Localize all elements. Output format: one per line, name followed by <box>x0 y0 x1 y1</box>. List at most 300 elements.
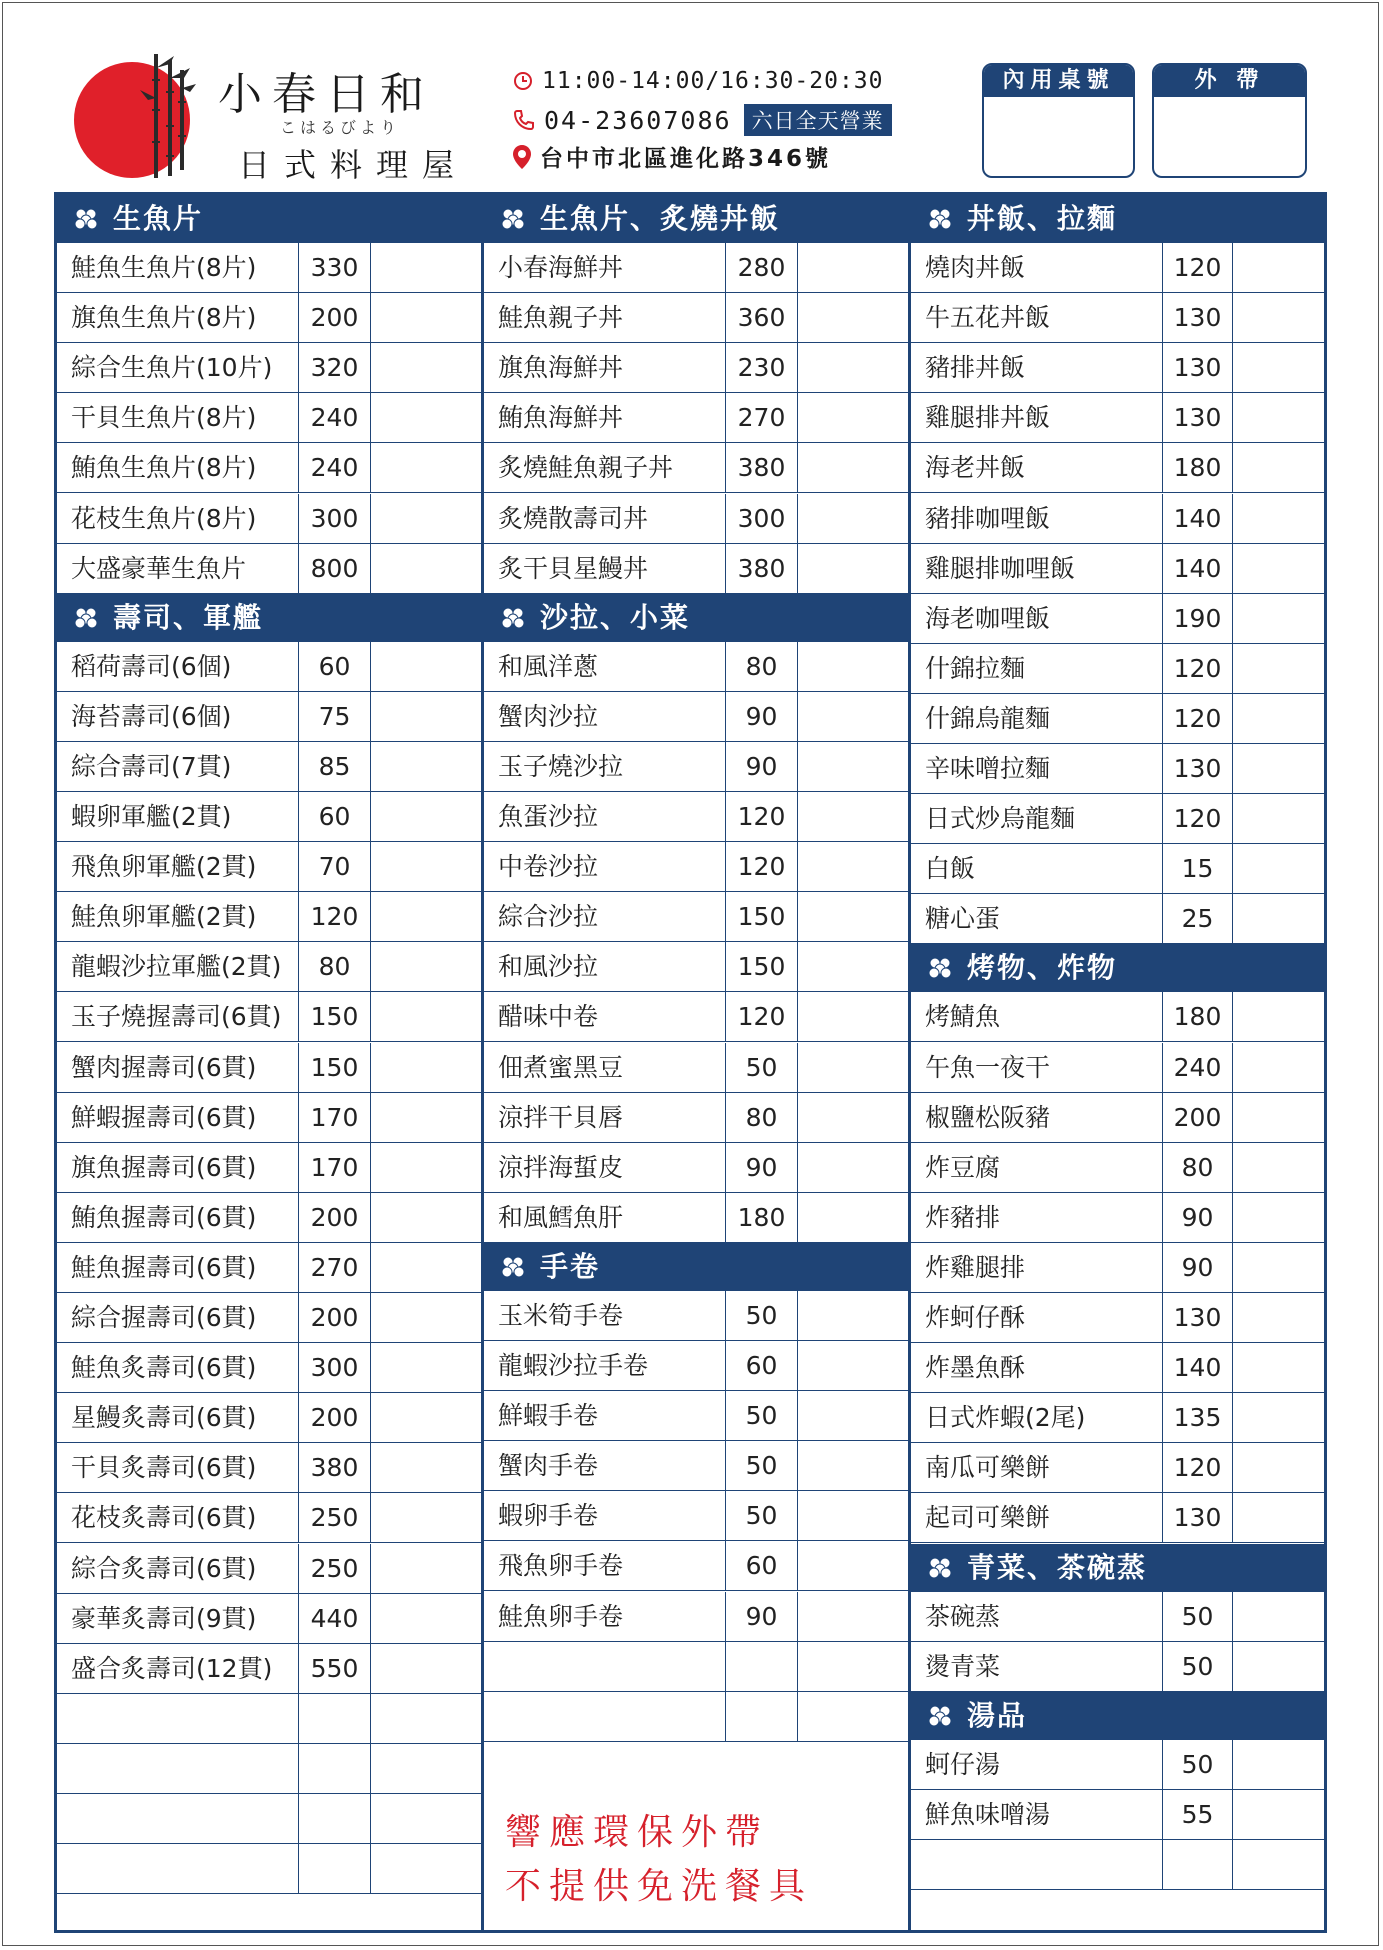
menu-item-row <box>911 794 1324 844</box>
quantity-cell[interactable] <box>371 393 481 443</box>
menu-item-price: 200 <box>299 1193 371 1243</box>
menu-item-price: 120 <box>299 892 371 942</box>
menu-item-name: 和風鱈魚肝 <box>484 1193 726 1243</box>
menu-item-name: 涼拌海蜇皮 <box>484 1143 726 1193</box>
section-title: 沙拉、小菜 <box>540 600 691 634</box>
menu-item-name: 飛魚卵軍艦(2貫) <box>57 842 299 892</box>
section-title: 手卷 <box>540 1249 601 1283</box>
quantity-cell[interactable] <box>371 1844 481 1894</box>
menu-item-row <box>484 1193 908 1243</box>
menu-item-row <box>57 1043 481 1093</box>
quantity-cell[interactable] <box>798 1592 908 1642</box>
flower-icon <box>71 204 101 234</box>
menu-item-price: 200 <box>1163 1093 1233 1143</box>
quantity-cell[interactable] <box>798 892 908 942</box>
menu-item-row <box>57 1293 481 1343</box>
quantity-cell[interactable] <box>1233 1143 1324 1193</box>
menu-item-name: 龍蝦沙拉軍艦(2貫) <box>57 942 299 992</box>
menu-item-row <box>57 1794 481 1844</box>
quantity-cell[interactable] <box>798 1291 908 1341</box>
quantity-cell[interactable] <box>798 1341 908 1391</box>
menu-item-row <box>484 1341 908 1391</box>
menu-item-price: 70 <box>299 842 371 892</box>
menu-item-name <box>57 1794 299 1844</box>
menu-item-price: 170 <box>299 1143 371 1193</box>
menu-item-price: 550 <box>299 1644 371 1694</box>
location-pin-icon <box>512 144 532 170</box>
quantity-cell[interactable] <box>371 293 481 343</box>
quantity-cell[interactable] <box>371 1544 481 1594</box>
menu-item-name: 花枝生魚片(8片) <box>57 494 299 544</box>
menu-item-price: 80 <box>299 942 371 992</box>
section-title: 生魚片 <box>113 202 204 235</box>
quantity-cell[interactable] <box>371 1143 481 1193</box>
quantity-cell[interactable] <box>1233 1243 1324 1293</box>
quantity-cell[interactable] <box>371 1293 481 1343</box>
section-header <box>484 1243 908 1291</box>
menu-item-name: 小春海鮮丼 <box>484 243 726 293</box>
menu-item-price: 25 <box>1163 894 1233 944</box>
menu-item-price: 380 <box>299 1443 371 1493</box>
quantity-cell[interactable] <box>1233 1840 1324 1890</box>
quantity-cell[interactable] <box>371 343 481 393</box>
menu-item-row <box>484 692 908 742</box>
menu-item-price: 50 <box>726 1291 798 1341</box>
menu-grid <box>54 192 1327 1933</box>
quantity-cell[interactable] <box>798 742 908 792</box>
menu-item-name: 大盛豪華生魚片 <box>57 544 299 594</box>
quantity-cell[interactable] <box>798 1391 908 1441</box>
menu-item-row <box>911 544 1324 594</box>
quantity-cell[interactable] <box>371 692 481 742</box>
menu-item-name: 稻荷壽司(6個) <box>57 642 299 692</box>
menu-item-row <box>911 1592 1324 1642</box>
quantity-cell[interactable] <box>1233 393 1324 443</box>
menu-item-row <box>57 1644 481 1694</box>
menu-item-price: 280 <box>726 243 798 293</box>
quantity-cell[interactable] <box>371 1493 481 1543</box>
menu-item-name: 起司可樂餅 <box>911 1493 1163 1543</box>
menu-item-price: 180 <box>1163 443 1233 493</box>
quantity-cell[interactable] <box>1233 1740 1324 1790</box>
menu-item-row <box>911 594 1324 644</box>
quantity-cell[interactable] <box>1233 343 1324 393</box>
menu-item-name: 涼拌干貝唇 <box>484 1093 726 1143</box>
menu-item-name: 中卷沙拉 <box>484 842 726 892</box>
menu-item-price: 90 <box>1163 1243 1233 1293</box>
menu-item-row <box>57 992 481 1042</box>
section-header <box>911 1544 1324 1592</box>
quantity-cell[interactable] <box>371 1644 481 1694</box>
menu-item-name: 豬排丼飯 <box>911 343 1163 393</box>
menu-item-price: 50 <box>726 1491 798 1541</box>
menu-item-row <box>484 642 908 692</box>
menu-item-price: 120 <box>1163 1443 1233 1493</box>
menu-item-row <box>911 1393 1324 1443</box>
quantity-cell[interactable] <box>798 544 908 594</box>
menu-item-row <box>911 1642 1324 1692</box>
menu-item-name <box>484 1642 726 1692</box>
menu-item-name: 花枝炙壽司(6貫) <box>57 1493 299 1543</box>
eco-notice <box>505 1806 813 1914</box>
dine-in-label: 內用桌號 <box>984 65 1133 97</box>
quantity-cell[interactable] <box>798 1193 908 1243</box>
quantity-cell[interactable] <box>1233 1193 1324 1243</box>
quantity-cell[interactable] <box>1233 744 1324 794</box>
menu-item-price: 75 <box>299 692 371 742</box>
menu-item-row <box>484 1692 908 1742</box>
quantity-cell[interactable] <box>1233 844 1324 894</box>
menu-item-name <box>57 1694 299 1744</box>
menu-item-price: 270 <box>299 1243 371 1293</box>
quantity-cell[interactable] <box>1233 992 1324 1042</box>
menu-item-row <box>911 744 1324 794</box>
menu-item-name: 海老丼飯 <box>911 443 1163 493</box>
menu-item-price: 50 <box>1163 1592 1233 1642</box>
menu-item-name: 鮭魚生魚片(8片) <box>57 243 299 293</box>
quantity-cell[interactable] <box>371 494 481 544</box>
dine-in-table-box[interactable] <box>982 63 1135 178</box>
menu-item-row <box>484 992 908 1042</box>
menu-item-price: 80 <box>1163 1143 1233 1193</box>
menu-item-name: 玉子燒握壽司(6貫) <box>57 992 299 1042</box>
menu-item-price: 300 <box>299 1343 371 1393</box>
menu-item-row <box>484 1391 908 1441</box>
quantity-cell[interactable] <box>798 1143 908 1193</box>
menu-item-row <box>57 742 481 792</box>
quantity-cell[interactable] <box>371 892 481 942</box>
menu-item-price <box>299 1794 371 1844</box>
quantity-cell[interactable] <box>1233 494 1324 544</box>
menu-item-price: 120 <box>1163 794 1233 844</box>
menu-item-name: 蟹肉沙拉 <box>484 692 726 742</box>
menu-item-row <box>57 544 481 594</box>
quantity-cell[interactable] <box>371 1393 481 1443</box>
section-header <box>484 594 908 642</box>
menu-item-row <box>911 1343 1324 1393</box>
quantity-cell[interactable] <box>798 443 908 493</box>
quantity-cell[interactable] <box>798 1692 908 1742</box>
quantity-cell[interactable] <box>371 243 481 293</box>
section-header <box>911 195 1324 243</box>
quantity-cell[interactable] <box>798 792 908 842</box>
menu-item-name: 海老咖哩飯 <box>911 594 1163 644</box>
eco-notice-line-2: 不提供免洗餐具 <box>505 1866 814 1907</box>
menu-item-price <box>299 1844 371 1894</box>
menu-item-name: 什錦烏龍麵 <box>911 694 1163 744</box>
menu-item-name: 海苔壽司(6個) <box>57 692 299 742</box>
quantity-cell[interactable] <box>371 544 481 594</box>
menu-item-price: 170 <box>299 1093 371 1143</box>
menu-item-price: 60 <box>726 1541 798 1591</box>
menu-item-name <box>484 1692 726 1742</box>
menu-item-name: 日式炒烏龍麵 <box>911 794 1163 844</box>
menu-item-price: 190 <box>1163 594 1233 644</box>
menu-item-name: 玉子燒沙拉 <box>484 742 726 792</box>
open-all-day-badge: 六日全天營業 <box>744 104 892 136</box>
menu-item-price: 90 <box>726 742 798 792</box>
menu-item-name: 鮪魚握壽司(6貫) <box>57 1193 299 1243</box>
menu-item-name: 鮮魚味噌湯 <box>911 1790 1163 1840</box>
section-title: 烤物、炸物 <box>967 951 1118 985</box>
quantity-cell[interactable] <box>371 842 481 892</box>
flower-icon <box>925 1553 955 1583</box>
menu-item-price: 240 <box>1163 1043 1233 1093</box>
quantity-cell[interactable] <box>1233 1393 1324 1443</box>
quantity-cell[interactable] <box>371 742 481 792</box>
menu-item-price: 140 <box>1163 494 1233 544</box>
menu-item-row <box>911 844 1324 894</box>
menu-item-price: 90 <box>726 692 798 742</box>
quantity-cell[interactable] <box>1233 443 1324 493</box>
menu-item-price <box>726 1692 798 1742</box>
menu-item-price: 140 <box>1163 1343 1233 1393</box>
quantity-cell[interactable] <box>1233 1093 1324 1143</box>
menu-item-row <box>911 1043 1324 1093</box>
quantity-cell[interactable] <box>371 1443 481 1493</box>
quantity-cell[interactable] <box>371 1794 481 1844</box>
menu-item-price: 120 <box>1163 644 1233 694</box>
takeout-box[interactable] <box>1152 63 1307 178</box>
flower-icon <box>498 1252 528 1282</box>
menu-item-price: 50 <box>726 1043 798 1093</box>
menu-item-row <box>484 1491 908 1541</box>
flower-icon <box>925 1701 955 1731</box>
menu-item-price: 230 <box>726 343 798 393</box>
menu-item-price: 250 <box>299 1544 371 1594</box>
menu-item-price: 240 <box>299 443 371 493</box>
quantity-cell[interactable] <box>371 1193 481 1243</box>
menu-item-row <box>911 1493 1324 1543</box>
quantity-cell[interactable] <box>1233 1642 1324 1692</box>
menu-item-price: 440 <box>299 1594 371 1644</box>
menu-item-name: 干貝生魚片(8片) <box>57 393 299 443</box>
quantity-cell[interactable] <box>798 992 908 1042</box>
menu-item-row <box>484 293 908 343</box>
menu-item-price: 85 <box>299 742 371 792</box>
quantity-cell[interactable] <box>371 642 481 692</box>
menu-item-row <box>57 1744 481 1794</box>
menu-item-name: 佃煮蜜黑豆 <box>484 1043 726 1093</box>
menu-item-name <box>57 1744 299 1794</box>
menu-item-name: 茶碗蒸 <box>911 1592 1163 1642</box>
menu-item-price: 180 <box>726 1193 798 1243</box>
menu-item-price: 320 <box>299 343 371 393</box>
menu-item-row <box>57 642 481 692</box>
menu-item-name: 飛魚卵手卷 <box>484 1541 726 1591</box>
quantity-cell[interactable] <box>1233 1443 1324 1493</box>
quantity-cell[interactable] <box>798 1043 908 1093</box>
menu-item-row <box>484 1642 908 1692</box>
quantity-cell[interactable] <box>798 393 908 443</box>
menu-item-row <box>57 243 481 293</box>
opening-hours: 11:00-14:00/16:30-20:30 <box>542 68 884 94</box>
menu-item-price: 15 <box>1163 844 1233 894</box>
menu-item-row <box>57 892 481 942</box>
quantity-cell[interactable] <box>1233 1043 1324 1093</box>
menu-item-row <box>57 393 481 443</box>
menu-item-price: 800 <box>299 544 371 594</box>
menu-item-name: 雞腿排丼飯 <box>911 393 1163 443</box>
menu-item-name: 炸墨魚酥 <box>911 1343 1163 1393</box>
menu-item-row <box>484 1291 908 1341</box>
quantity-cell[interactable] <box>371 942 481 992</box>
menu-item-row <box>484 1441 908 1491</box>
menu-item-row <box>484 792 908 842</box>
quantity-cell[interactable] <box>798 1541 908 1591</box>
menu-item-row <box>484 1043 908 1093</box>
menu-item-price: 300 <box>726 494 798 544</box>
menu-item-price: 80 <box>726 1093 798 1143</box>
menu-item-row <box>484 1541 908 1591</box>
menu-item-name: 蟹肉手卷 <box>484 1441 726 1491</box>
quantity-cell[interactable] <box>371 1093 481 1143</box>
menu-item-name: 魚蛋沙拉 <box>484 792 726 842</box>
quantity-cell[interactable] <box>371 1043 481 1093</box>
quantity-cell[interactable] <box>798 1441 908 1491</box>
menu-item-row <box>911 1840 1324 1890</box>
menu-item-row <box>57 792 481 842</box>
eco-notice-line-1: 響應環保外帶 <box>505 1812 770 1853</box>
menu-item-name: 旗魚握壽司(6貫) <box>57 1143 299 1193</box>
menu-item-name: 蝦卵軍艦(2貫) <box>57 792 299 842</box>
quantity-cell[interactable] <box>371 992 481 1042</box>
column-divider <box>481 195 484 1930</box>
address: 台中市北區進化路346號 <box>540 146 832 172</box>
quantity-cell[interactable] <box>1233 293 1324 343</box>
quantity-cell[interactable] <box>798 243 908 293</box>
menu-item-row <box>57 1193 481 1243</box>
section-title: 壽司、軍艦 <box>113 600 264 634</box>
menu-item-price: 120 <box>1163 243 1233 293</box>
flower-icon <box>498 204 528 234</box>
menu-item-price: 50 <box>726 1441 798 1491</box>
section-title: 青菜、茶碗蒸 <box>967 1550 1148 1584</box>
menu-item-name: 鮭魚炙壽司(6貫) <box>57 1343 299 1393</box>
quantity-cell[interactable] <box>1233 694 1324 744</box>
quantity-cell[interactable] <box>371 443 481 493</box>
quantity-cell[interactable] <box>798 343 908 393</box>
menu-item-row <box>57 1544 481 1594</box>
quantity-cell[interactable] <box>371 1694 481 1744</box>
menu-item-row <box>484 494 908 544</box>
quantity-cell[interactable] <box>1233 794 1324 844</box>
section-title: 湯品 <box>967 1698 1028 1732</box>
flower-icon <box>925 204 955 234</box>
menu-item-row <box>484 842 908 892</box>
menu-item-row <box>911 992 1324 1042</box>
menu-item-row <box>911 293 1324 343</box>
menu-item-price: 250 <box>299 1493 371 1543</box>
menu-item-name: 牛五花丼飯 <box>911 293 1163 343</box>
quantity-cell[interactable] <box>371 1594 481 1644</box>
menu-item-price: 130 <box>1163 393 1233 443</box>
menu-item-name: 蝦卵手卷 <box>484 1491 726 1541</box>
menu-item-name: 鮮蝦握壽司(6貫) <box>57 1093 299 1143</box>
quantity-cell[interactable] <box>798 1642 908 1692</box>
quantity-cell[interactable] <box>1233 544 1324 594</box>
quantity-cell[interactable] <box>1233 1592 1324 1642</box>
menu-item-row <box>57 1243 481 1293</box>
menu-item-row <box>911 1193 1324 1243</box>
menu-item-name: 燒肉丼飯 <box>911 243 1163 293</box>
menu-item-row <box>911 443 1324 493</box>
menu-item-price: 150 <box>726 892 798 942</box>
menu-item-row <box>911 494 1324 544</box>
section-header <box>911 1692 1324 1740</box>
menu-item-row <box>911 243 1324 293</box>
quantity-cell[interactable] <box>1233 1493 1324 1543</box>
quantity-cell[interactable] <box>1233 894 1324 944</box>
section-header <box>484 195 908 243</box>
menu-item-price: 120 <box>1163 694 1233 744</box>
menu-item-name <box>57 1844 299 1894</box>
menu-item-price: 130 <box>1163 744 1233 794</box>
menu-item-name: 南瓜可樂餅 <box>911 1443 1163 1493</box>
quantity-cell[interactable] <box>371 1343 481 1393</box>
quantity-cell[interactable] <box>1233 1293 1324 1343</box>
menu-item-price: 60 <box>299 792 371 842</box>
section-header <box>911 944 1324 992</box>
quantity-cell[interactable] <box>1233 594 1324 644</box>
menu-item-row <box>911 1143 1324 1193</box>
quantity-cell[interactable] <box>798 692 908 742</box>
menu-item-row <box>57 692 481 742</box>
menu-item-row <box>57 1594 481 1644</box>
menu-item-name: 白飯 <box>911 844 1163 894</box>
menu-item-name: 和風洋蔥 <box>484 642 726 692</box>
menu-item-price: 50 <box>1163 1740 1233 1790</box>
menu-item-name: 鮭魚握壽司(6貫) <box>57 1243 299 1293</box>
menu-item-row <box>911 1740 1324 1790</box>
quantity-cell[interactable] <box>798 842 908 892</box>
quantity-cell[interactable] <box>1233 644 1324 694</box>
quantity-cell[interactable] <box>798 494 908 544</box>
menu-item-row <box>57 1343 481 1393</box>
quantity-cell[interactable] <box>798 293 908 343</box>
quantity-cell[interactable] <box>798 942 908 992</box>
menu-item-name: 綜合握壽司(6貫) <box>57 1293 299 1343</box>
quantity-cell[interactable] <box>371 792 481 842</box>
menu-item-name: 旗魚海鮮丼 <box>484 343 726 393</box>
menu-item-price: 50 <box>726 1391 798 1441</box>
quantity-cell[interactable] <box>1233 1790 1324 1840</box>
menu-item-row <box>484 243 908 293</box>
menu-item-price: 120 <box>726 992 798 1042</box>
menu-item-price: 120 <box>726 842 798 892</box>
menu-item-name: 和風沙拉 <box>484 942 726 992</box>
menu-item-row <box>484 443 908 493</box>
menu-item-name <box>911 1840 1163 1890</box>
menu-item-price: 150 <box>299 992 371 1042</box>
menu-item-name: 綜合沙拉 <box>484 892 726 942</box>
menu-item-row <box>57 293 481 343</box>
quantity-cell[interactable] <box>371 1243 481 1293</box>
quantity-cell[interactable] <box>798 1491 908 1541</box>
quantity-cell[interactable] <box>798 1093 908 1143</box>
menu-item-name: 炙燒鮭魚親子丼 <box>484 443 726 493</box>
quantity-cell[interactable] <box>371 1744 481 1794</box>
section-header <box>57 195 481 243</box>
quantity-cell[interactable] <box>1233 1343 1324 1393</box>
menu-item-name: 炙燒散壽司丼 <box>484 494 726 544</box>
menu-item-price: 130 <box>1163 1293 1233 1343</box>
hours-line <box>512 68 884 94</box>
menu-item-name: 什錦拉麵 <box>911 644 1163 694</box>
quantity-cell[interactable] <box>1233 243 1324 293</box>
quantity-cell[interactable] <box>798 642 908 692</box>
menu-item-name: 燙青菜 <box>911 1642 1163 1692</box>
